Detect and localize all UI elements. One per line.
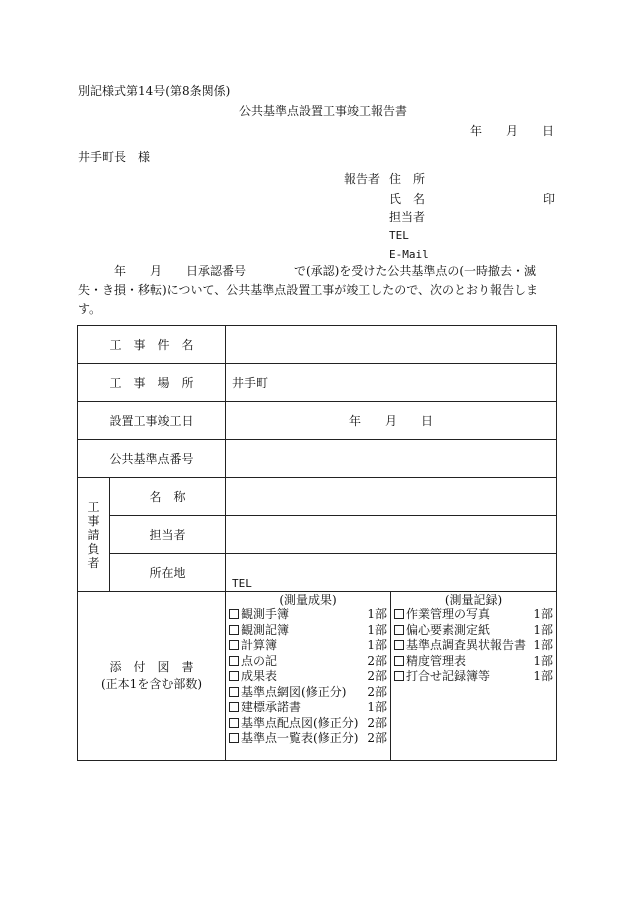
survey-record-item-label: 作業管理の写真: [406, 607, 491, 621]
survey-record-item-count: 1部: [533, 669, 554, 683]
survey-record-item-count: 1部: [533, 638, 554, 652]
survey-result-item: [229, 716, 387, 732]
survey-result-item-count: 2部: [367, 653, 388, 668]
survey-result-item: [229, 654, 387, 670]
survey-result-item-name: [229, 700, 301, 716]
survey-result-item-name: [229, 731, 358, 747]
checkbox-icon[interactable]: [394, 625, 404, 635]
survey-record-item-count: 1部: [533, 622, 554, 637]
checkbox-icon[interactable]: [229, 733, 239, 743]
checkbox-icon[interactable]: [394, 671, 404, 681]
survey-result-item: [229, 638, 387, 654]
contractor-name-label: 名 称: [110, 478, 226, 516]
checkbox-icon[interactable]: [394, 656, 404, 666]
survey-results-heading: (測量成果): [279, 593, 337, 607]
survey-result-item-count: 1部: [367, 607, 388, 621]
row-contractor-contact: [78, 516, 557, 554]
survey-record-item-label: 偏心要素測定紙: [406, 622, 491, 637]
survey-records-cell: [391, 592, 557, 761]
survey-result-item: [229, 700, 387, 716]
survey-result-item-count: 2部: [367, 669, 388, 683]
attachments-note: (正本1を含む部数): [101, 677, 202, 691]
survey-result-item-label: 基準点配点図(修正分): [241, 715, 359, 730]
survey-record-item: [394, 654, 553, 670]
checkbox-icon[interactable]: [229, 625, 239, 635]
survey-record-item-label: 精度管理表: [406, 653, 467, 668]
report-date: 年 月 日: [470, 124, 555, 138]
survey-result-item-count: 2部: [367, 715, 388, 730]
reporter-email-label: E-Mail: [389, 248, 429, 261]
survey-record-item-name: [394, 607, 490, 623]
survey-record-item-name: [394, 669, 490, 685]
survey-record-item: [394, 669, 553, 685]
reporter-contact-label: 担当者: [389, 210, 426, 224]
survey-result-item-label: 基準点網図(修正分): [241, 684, 347, 699]
survey-result-item-name: [229, 716, 358, 732]
completion-label: 設置工事竣工日: [78, 402, 226, 440]
checkbox-icon[interactable]: [229, 671, 239, 681]
contractor-address-value[interactable]: [226, 554, 557, 592]
work-place-value[interactable]: 井手町: [226, 364, 557, 402]
contractor-contact-value[interactable]: [226, 516, 557, 554]
checkbox-icon[interactable]: [394, 609, 404, 619]
work-name-label: 工 事 件 名: [78, 326, 226, 364]
attachments-label: 添 付 図 書: [109, 660, 194, 674]
survey-result-item-name: [229, 685, 346, 701]
checkbox-icon[interactable]: [229, 640, 239, 650]
point-number-value[interactable]: [226, 440, 557, 478]
work-name-value[interactable]: [226, 326, 557, 364]
contractor-vertical-text: 工事請負者: [87, 499, 100, 570]
report-table: [77, 325, 557, 761]
reporter-tel-label: TEL: [389, 229, 409, 242]
reporter-address-label: 住 所: [389, 172, 426, 186]
survey-record-item-name: [394, 654, 466, 670]
survey-record-item-label: 基準点調査異状報告書: [406, 638, 527, 652]
completion-value[interactable]: 年 月 日: [226, 402, 557, 440]
checkbox-icon[interactable]: [229, 656, 239, 666]
survey-result-item-label: 点の記: [241, 653, 278, 668]
survey-result-item-label: 計算簿: [241, 638, 278, 652]
attachments-label-cell: [78, 592, 226, 761]
survey-result-item-name: [229, 623, 289, 639]
contractor-label: [78, 478, 110, 592]
survey-result-item: [229, 731, 387, 747]
survey-record-item-count: 1部: [533, 607, 554, 621]
row-contractor-name: [78, 478, 557, 516]
survey-result-item: [229, 669, 387, 685]
survey-result-item-label: 建標承諾書: [241, 700, 302, 714]
survey-result-item-count: 1部: [367, 638, 388, 652]
survey-result-item: [229, 607, 387, 623]
reporter-label: 報告者: [344, 172, 381, 186]
survey-result-item: [229, 685, 387, 701]
checkbox-icon[interactable]: [229, 687, 239, 697]
survey-result-item-count: 1部: [367, 622, 388, 637]
reporter-name-label: 氏 名: [389, 192, 426, 206]
survey-record-item-name: [394, 638, 526, 654]
contractor-tel-label: TEL: [232, 577, 252, 590]
contractor-contact-label: 担当者: [110, 516, 226, 554]
contractor-address-label: 所在地: [110, 554, 226, 592]
work-place-label: 工 事 場 所: [78, 364, 226, 402]
point-number-label: 公共基準点番号: [78, 440, 226, 478]
checkbox-icon[interactable]: [229, 702, 239, 712]
survey-result-item-label: 観測手簿: [241, 607, 290, 621]
survey-records-heading: (測量記録): [444, 593, 503, 607]
survey-result-item-name: [229, 607, 289, 623]
page-title: 公共基準点設置工事竣工報告書: [239, 104, 408, 118]
row-completion: [78, 402, 557, 440]
survey-result-item-name: [229, 669, 277, 685]
checkbox-icon[interactable]: [229, 609, 239, 619]
survey-result-item-name: [229, 638, 277, 654]
seal-mark: 印: [543, 192, 556, 206]
addressee: 井手町長 様: [78, 150, 151, 164]
survey-record-item: [394, 638, 553, 654]
survey-record-item-name: [394, 623, 490, 639]
survey-records-list: [391, 607, 556, 685]
survey-results-cell: [226, 592, 391, 761]
checkbox-icon[interactable]: [229, 718, 239, 728]
contractor-name-value[interactable]: [226, 478, 557, 516]
survey-record-item-label: 打合せ記録簿等: [406, 669, 491, 683]
row-work-name: [78, 326, 557, 364]
survey-result-item: [229, 623, 387, 639]
row-work-place: [78, 364, 557, 402]
survey-result-item-count: 2部: [367, 684, 388, 699]
survey-result-item-label: 観測記簿: [241, 622, 290, 637]
row-point-number: [78, 440, 557, 478]
form-number: 別記様式第14号(第8条関係): [78, 84, 231, 98]
survey-result-item-name: [229, 654, 277, 670]
row-attachments: [78, 592, 557, 761]
checkbox-icon[interactable]: [394, 640, 404, 650]
survey-result-item-count: 2部: [367, 731, 388, 745]
survey-results-list: [226, 607, 390, 747]
survey-record-item-count: 1部: [533, 653, 554, 668]
survey-result-item-count: 1部: [367, 700, 388, 714]
survey-result-item-label: 成果表: [241, 669, 278, 683]
body-text: 年 月 日承認番号 で(承認)を受けた公共基準点の(一時撤去・滅失・き損・移転)について、公共基準点設置工事が竣工したので、次のとおり報告します。: [78, 264, 538, 316]
survey-result-item-label: 基準点一覧表(修正分): [241, 731, 359, 745]
survey-record-item: [394, 623, 553, 639]
row-contractor-address: [78, 554, 557, 592]
survey-record-item: [394, 607, 553, 623]
